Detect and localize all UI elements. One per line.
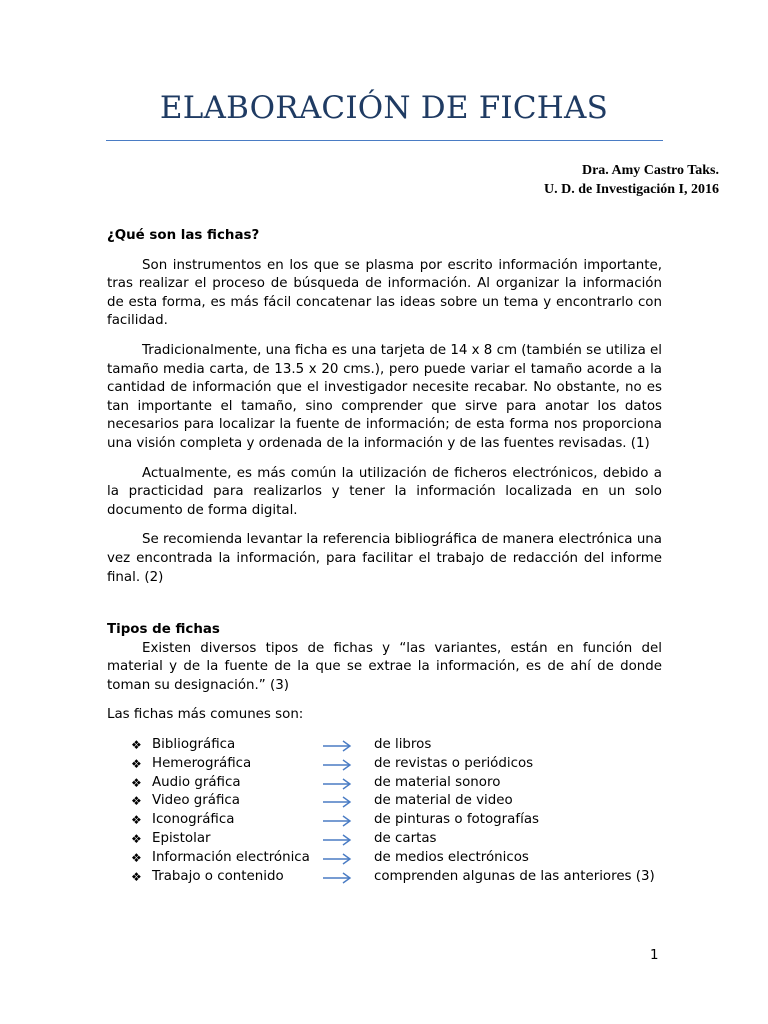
- ficha-type: Hemerográfica: [152, 755, 252, 771]
- right-arrow-icon: [322, 871, 352, 885]
- author-affiliation: U. D. de Investigación I, 2016: [543, 182, 719, 197]
- paragraph: Existen diversos tipos de fichas y “las variantes, están en función del material y de la fuente de la que se extrae la información, es de ahí de donde toman su designación.” (3): [107, 640, 662, 693]
- ficha-description: de cartas: [374, 831, 437, 847]
- ficha-description: de material sonoro: [374, 774, 501, 790]
- page-number: 1: [650, 948, 659, 963]
- list-item: [107, 774, 662, 793]
- section-heading-que-son: ¿Qué son las fichas?: [107, 228, 260, 243]
- ficha-description: comprenden algunas de las anteriores (3): [374, 868, 655, 884]
- ficha-description: de material de video: [374, 793, 513, 809]
- right-arrow-icon: [322, 739, 352, 753]
- document-title: ELABORACIÓN DE FICHAS: [159, 90, 609, 126]
- ficha-description: de revistas o periódicos: [374, 755, 534, 771]
- right-arrow-icon: [322, 777, 352, 791]
- paragraph: Tradicionalmente, una ficha es una tarjeta de 14 x 8 cm (también se utiliza el tamaño media carta, de 13.5 x 20 cms.), pero puede variar el tamaño acorde a la cantidad de información que el investigador necesite recabar. No obstante, no es tan importante el tamaño, sino comprender que sirve para anotar los datos necesarios para localizar la fuente de información; de esta forma nos proporciona una visión completa y ordenada de la información y de las fuentes revisadas. (1): [107, 342, 662, 451]
- paragraph: Son instrumentos en los que se plasma por escrito información importante, tras realizar el proceso de búsqueda de información. Al organizar la información de esta forma, es más fácil concatenar las ideas sobre un tema y encontrarlo con facilidad.: [107, 257, 662, 329]
- list-item: [107, 736, 662, 755]
- list-item: [107, 755, 662, 774]
- ficha-description: de medios electrónicos: [374, 849, 529, 865]
- diamond-bullet-icon: ❖: [131, 869, 142, 884]
- right-arrow-icon: [322, 814, 352, 828]
- list-item: [107, 849, 662, 868]
- author-name: Dra. Amy Castro Taks.: [581, 163, 719, 178]
- title-underline: [106, 140, 663, 141]
- diamond-bullet-icon: ❖: [131, 850, 142, 865]
- ficha-description: de libros: [374, 737, 432, 753]
- diamond-bullet-icon: ❖: [131, 738, 142, 753]
- paragraph: Se recomienda levantar la referencia bibliográfica de manera electrónica una vez encontrada la información, para facilitar el trabajo de redacción del informe final. (2): [107, 532, 662, 585]
- right-arrow-icon: [322, 758, 352, 772]
- diamond-bullet-icon: ❖: [131, 832, 142, 847]
- author-block: [544, 161, 719, 199]
- ficha-description: de pinturas o fotografías: [374, 812, 540, 828]
- list-item: [107, 792, 662, 811]
- ficha-type: Video gráfica: [152, 793, 240, 809]
- document-body: [107, 227, 662, 886]
- diamond-bullet-icon: ❖: [131, 775, 142, 790]
- paragraph: Actualmente, es más común la utilización de ficheros electrónicos, debido a la practicidad para realizarlos y tener la información localizada en un solo documento de forma digital.: [107, 465, 662, 518]
- section-heading-tipos: Tipos de fichas: [107, 622, 220, 638]
- right-arrow-icon: [322, 833, 352, 847]
- ficha-type: Iconográfica: [152, 812, 235, 828]
- ficha-type: Audio gráfica: [152, 774, 241, 790]
- list-item: [107, 868, 662, 887]
- fichas-list: [107, 736, 662, 886]
- list-item: [107, 830, 662, 849]
- ficha-type: Trabajo o contenido: [152, 868, 284, 884]
- ficha-type: Epistolar: [152, 831, 211, 847]
- list-intro: Las fichas más comunes son:: [107, 707, 304, 723]
- diamond-bullet-icon: ❖: [131, 813, 142, 828]
- right-arrow-icon: [322, 795, 352, 809]
- right-arrow-icon: [322, 852, 352, 866]
- diamond-bullet-icon: ❖: [131, 756, 142, 771]
- ficha-type: Información electrónica: [152, 849, 310, 865]
- list-item: [107, 811, 662, 830]
- ficha-type: Bibliográfica: [152, 737, 236, 753]
- diamond-bullet-icon: ❖: [131, 794, 142, 809]
